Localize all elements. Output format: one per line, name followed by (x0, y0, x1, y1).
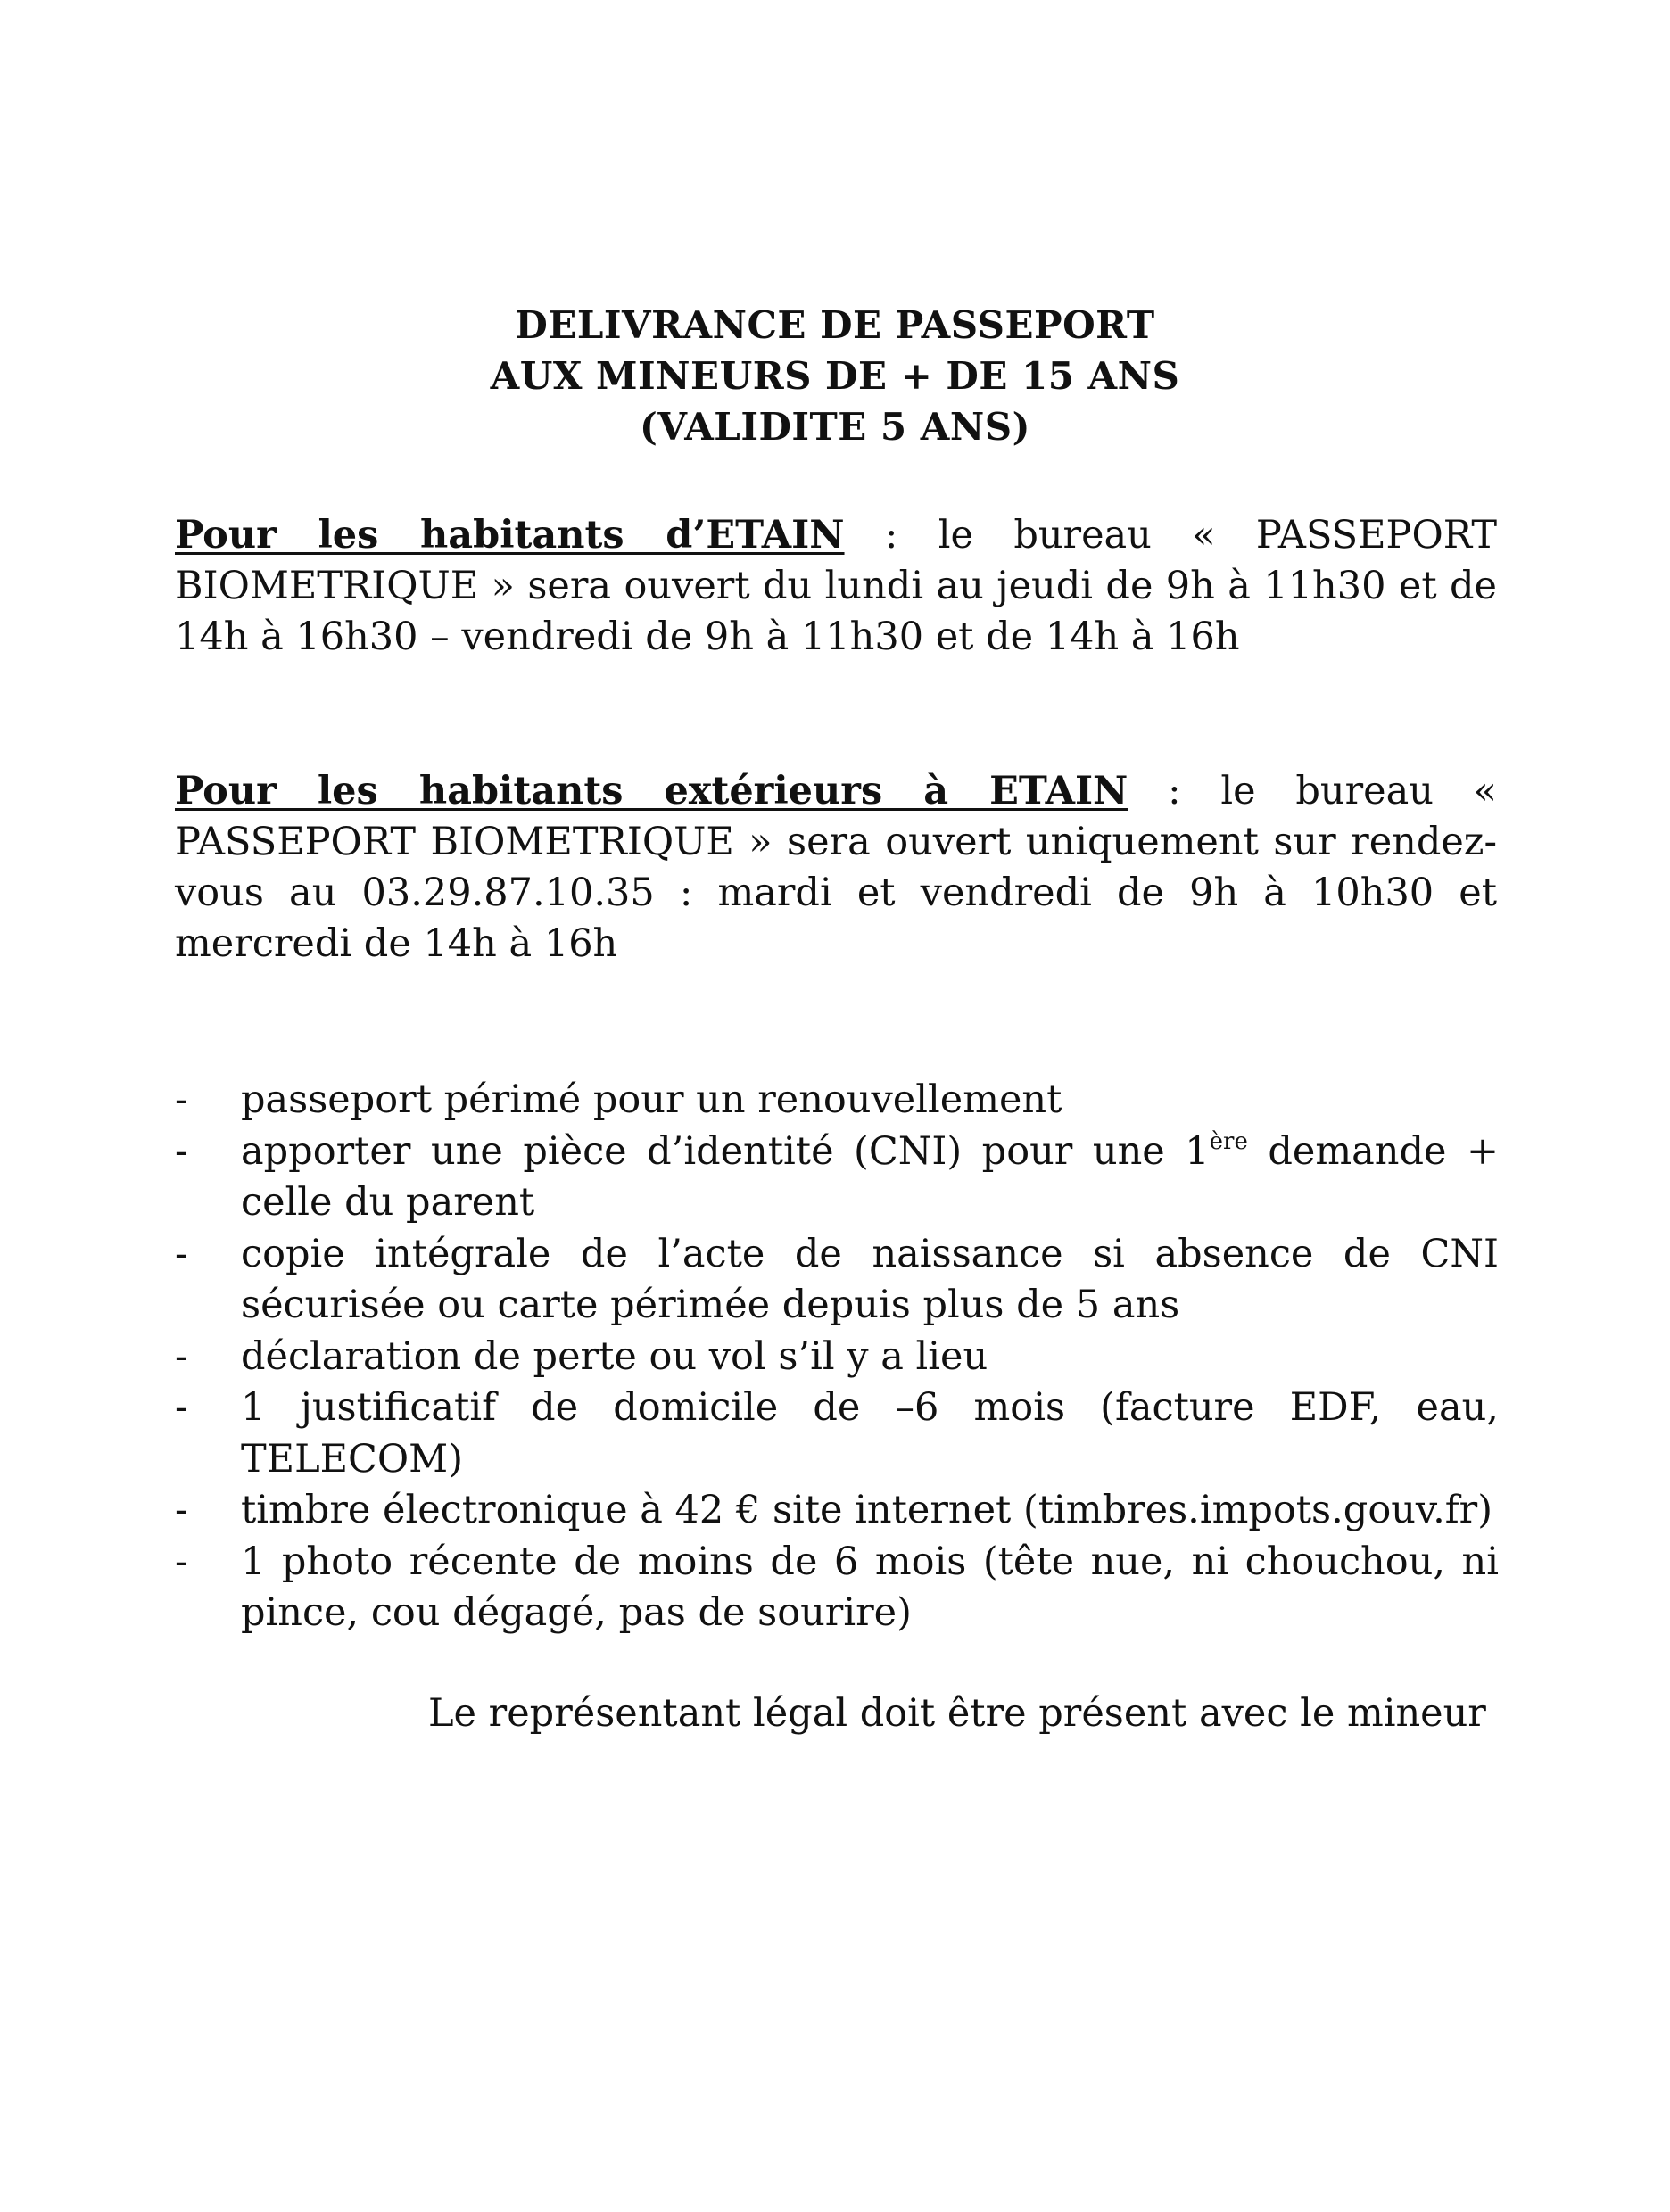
section-etain (175, 510, 1497, 663)
list-item-text: copie intégrale de l’acte de naissance si absence de CNI sécurisée ou carte périmée depuis plus de 5 ans (241, 1231, 1499, 1327)
requirements-list (175, 1075, 1499, 1639)
list-dash: - (175, 1231, 188, 1276)
list-item (175, 1332, 1499, 1383)
section-exterieurs (175, 766, 1497, 970)
list-item (175, 1075, 1499, 1127)
list-dash: - (175, 1488, 188, 1532)
list-item-text-part: apporter une pièce d’identité (CNI) pour une 1 (241, 1128, 1210, 1174)
section-exterieurs-text: : le bureau « PASSEPORT BIOMETRIQUE » sera ouvert uniquement sur rendez-vous au 03.29.87.10.35 : mardi et vendredi de 9h à 10h30 et mercredi de 14h à 16h (175, 769, 1497, 966)
document-title (175, 300, 1495, 452)
list-dash: - (175, 1385, 188, 1430)
section-etain-heading: Pour les habitants d’ETAIN (175, 513, 845, 557)
list-item-text: passeport périmé pour un renouvellement (241, 1077, 1062, 1122)
list-dash: - (175, 1539, 188, 1584)
list-dash: - (175, 1333, 188, 1379)
section-exterieurs-heading: Pour les habitants extérieurs à ETAIN (175, 769, 1128, 813)
list-item-text-part: demande + celle du parent (241, 1128, 1499, 1225)
title-line-2: AUX MINEURS DE + DE 15 ANS (490, 354, 1180, 398)
superscript-ere: ère (1209, 1127, 1248, 1155)
title-line-1: DELIVRANCE DE PASSEPORT (515, 303, 1155, 347)
list-item (175, 1127, 1499, 1229)
list-item-text: déclaration de perte ou vol s’il y a lieu (241, 1333, 988, 1379)
list-item-text (241, 1127, 1499, 1229)
list-item-text: 1 photo récente de moins de 6 mois (tête nue, ni chouchou, ni pince, cou dégagé, pas de sourire) (241, 1539, 1499, 1635)
section-etain-text: : le bureau « PASSEPORT BIOMETRIQUE » sera ouvert du lundi au jeudi de 9h à 11h30 et de 14h à 16h30 – vendredi de 9h à 11h30 et de 14h à 16h (175, 513, 1497, 659)
list-item (175, 1485, 1499, 1537)
list-dash: - (175, 1128, 188, 1174)
title-line-3: (VALIDITE 5 ANS) (640, 405, 1030, 449)
closing-note: Le représentant légal doit être présent avec le mineur (428, 1691, 1486, 1736)
list-item (175, 1229, 1499, 1332)
list-dash: - (175, 1077, 188, 1122)
list-item-text: 1 justificatif de domicile de –6 mois (facture EDF, eau, TELECOM) (241, 1385, 1499, 1482)
list-item (175, 1382, 1499, 1485)
list-item (175, 1537, 1499, 1639)
list-item-text: timbre électronique à 42 € site internet (timbres.impots.gouv.fr) (241, 1488, 1493, 1532)
